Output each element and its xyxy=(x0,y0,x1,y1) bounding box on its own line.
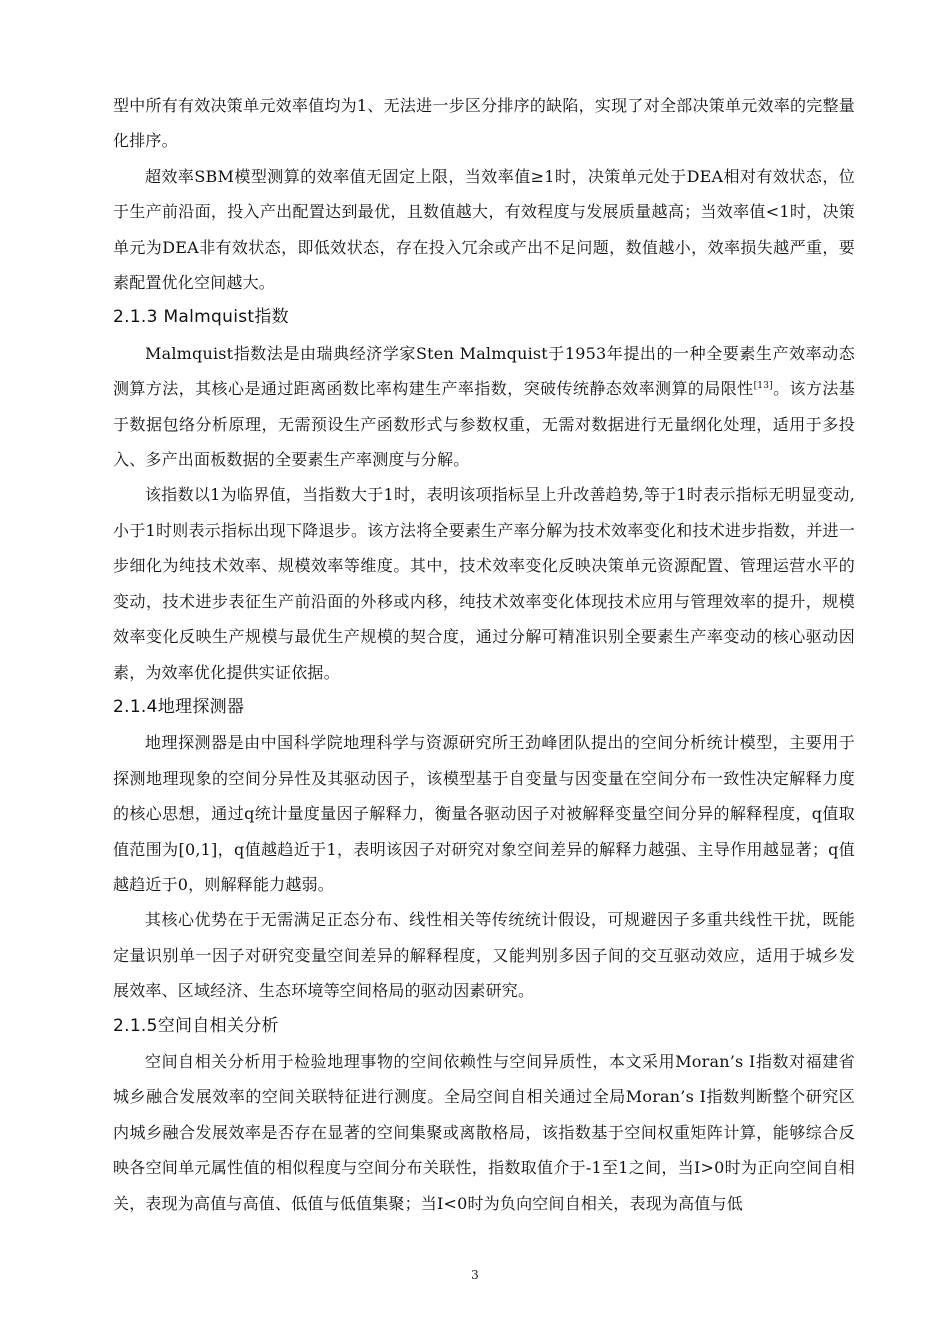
paragraph-spatial-autocorrelation: 空间自相关分析用于检验地理事物的空间依赖性与空间异质性，本文采用Moran’s I指数对福建省城乡融合发展效率的空间关联特征进行测度。全局空间自相关通过全局Moran’s I指数判断整个研究区内城乡融合发展效率是否存在显著的空间集聚或离散格局，该指数基于空间权重矩阵计算，能够综合反映各空间单元属性值的相似程度与空间分布关联性，指数取值介于-1至1之间，当I>0时为正向空间自相关，表现为高值与高值、低值与低值集聚；当I<0时为负向空间自相关，表现为高值与低 xyxy=(113,1051,855,1213)
paragraph-geodetector-intro: 地理探测器是由中国科学院地理科学与资源研究所王劲峰团队提出的空间分析统计模型，主要用于探测地理现象的空间分异性及其驱动因子，该模型基于自变量与因变量在空间分布一致性决定解释力度的核心思想，通过q统计量度量因子解释力，衡量各驱动因子对被解释变量空间分异的解释程度，q值取值范围为[0,1]，q值越趋近于1，表明该因子对研究对象空间差异的解释力越强、主导作用越显著；q值越趋近于0，则解释能力越弱。 xyxy=(113,733,855,894)
paragraph-malmquist-decomposition: 该指数以1为临界值，当指数大于1时，表明该项指标呈上升改善趋势,等于1时表示指标无明显变动,小于1时则表示指标出现下降退步。该方法将全要素生产率分解为技术效率变化和技术进步指数，并进一步细化为纯技术效率、规模效率等维度。其中，技术效率变化反映决策单元资源配置、管理运营水平的变动，技术进步表征生产前沿面的外移或内移，纯技术效率变化体现技术应用与管理效率的提升，规模效率变化反映生产规模与最优生产规模的契合度，通过分解可精准识别全要素生产率变动的核心驱动因素，为效率优化提供实证依据。 xyxy=(113,485,855,682)
page-number: 3 xyxy=(471,1268,479,1282)
body-content xyxy=(113,88,855,1221)
section-heading-spatial-autocorrelation: 2.1.5空间自相关分析 xyxy=(113,1015,279,1036)
paragraph-sbm-efficiency: 超效率SBM模型测算的效率值无固定上限，当效率值≥1时，决策单元处于DEA相对有效状态，位于生产前沿面，投入产出配置达到最优，且数值越大，有效程度与发展质量越高；当效率值<1时，决策单元为DEA非有效状态，即低效状态，存在投入冗余或产出不足问题，数值越小，效率损失越严重，要素配置优化空间越大。 xyxy=(113,166,855,293)
malmquist-intro-text: Malmquist指数法是由瑞典经济学家Sten Malmquist于1953年提出的一种全要素生产效率动态测算方法，其核心是通过距离函数比率构建生产率指数，突破传统静态效率测算的局限性 xyxy=(113,343,855,399)
paragraph-geodetector-advantage: 其核心优势在于无需满足正态分布、线性相关等传统统计假设，可规避因子多重共线性干扰，既能定量识别单一因子对研究变量空间差异的解释程度，又能判别多因子间的交互驱动效应，适用于城乡发展效率、区域经济、生态环境等空间格局的驱动因素研究。 xyxy=(113,910,855,1001)
section-heading-malmquist: 2.1.3 Malmquist指数 xyxy=(113,307,289,328)
paragraph-malmquist-intro xyxy=(113,336,855,478)
section-heading-geodetector: 2.1.4地理探测器 xyxy=(113,696,245,717)
citation-13: [13] xyxy=(753,381,773,392)
paragraph-continuation: 型中所有有效决策单元效率值均为1、无法进一步区分排序的缺陷，实现了对全部决策单元效率的完整量化排序。 xyxy=(113,96,855,151)
malmquist-intro-text-cont: 。该方法基于数据包络分析原理，无需预设生产函数形式与参数权重，无需对数据进行无量纲化处理，适用于多投入、多产出面板数据的全要素生产率测度与分解。 xyxy=(113,379,855,470)
